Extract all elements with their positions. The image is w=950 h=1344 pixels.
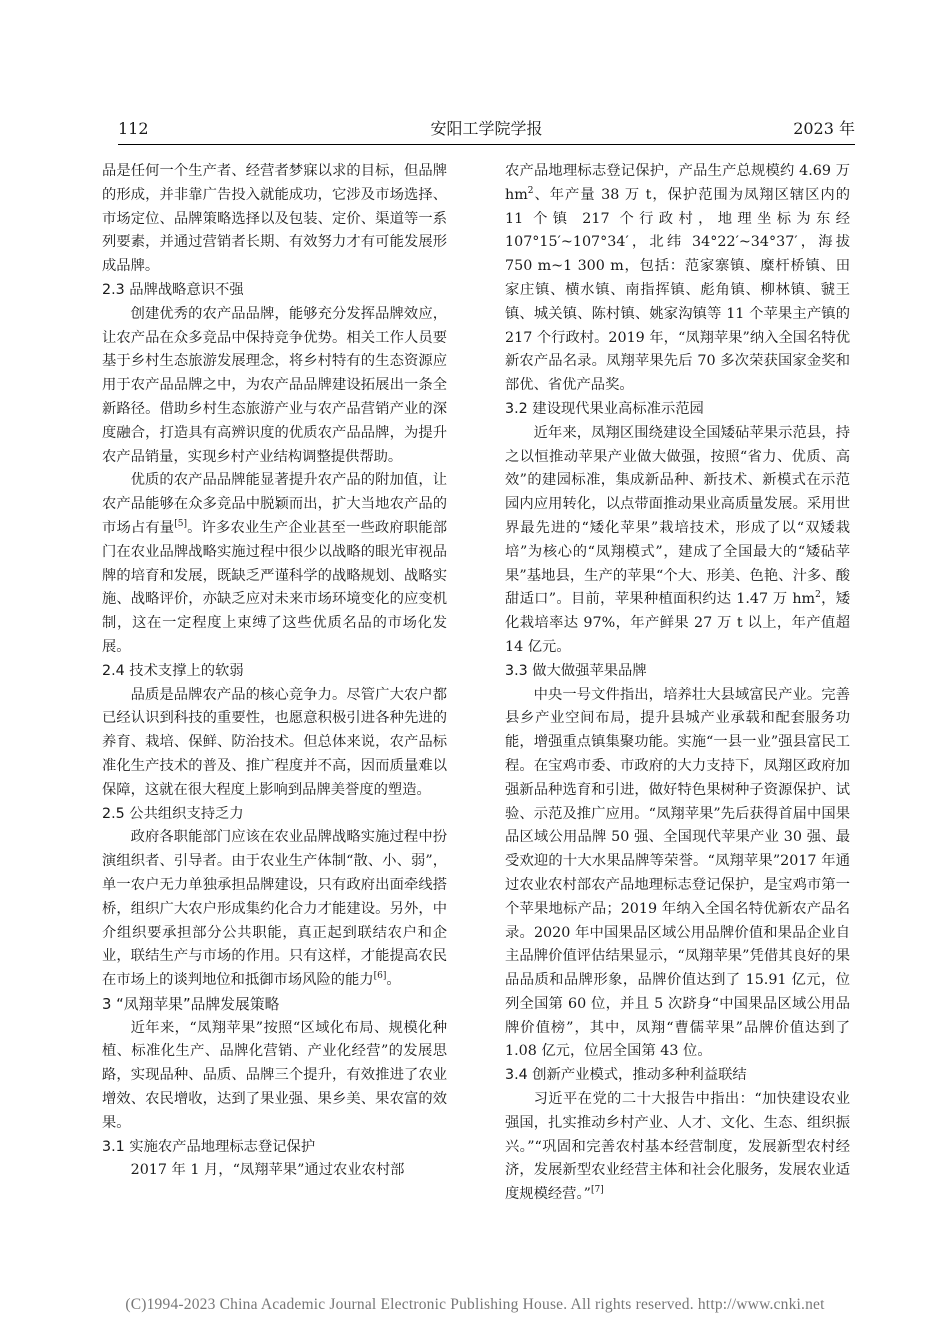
- paragraph: 2017 年 1 月，“凤翔苹果”通过农业农村部: [130, 1162, 405, 1179]
- header-rule: [118, 144, 855, 145]
- citation-ref[interactable]: [7]: [590, 1185, 604, 1196]
- section-heading-3-2: 3.2 建设现代果业高标准示范园: [505, 400, 704, 417]
- text-span: 习近平在党的二十大报告中指出：“加快建设农业强国，扎实推动乡村产业、人才、文化、生态、组织振兴。”“巩固和完善农村基本经营制度，发展新型农村经济，发展新型农业经营主体和社会化服务，发展农业适度规模经营。”: [505, 1091, 850, 1203]
- paragraph: [102, 469, 447, 659]
- text-span: ，矮化栽培率达 97%，年产鲜果 27 万 t 以上，年产值超 14 亿元。: [505, 591, 851, 655]
- journal-title: 安阳工学院学报: [430, 119, 543, 138]
- citation-ref[interactable]: [5]: [174, 519, 187, 530]
- text-span: 。: [386, 972, 401, 989]
- text-span: 、年产量 38 万 t，保护范围为凤翔区辖区内的 11 个镇 217 个行政村，地理坐标为东经 107°15′~107°34′，北纬 34°22′~34°37′，海拔 750 m~1 300 m，包括：范家寨镇、糜杆桥镇、田家庄镇、横水镇、南指挥镇、彪角镇、柳林镇、虢王镇、城关镇、陈村镇、姚家沟镇等 11 个苹果主产镇的 217 个行政村。2019 年，“凤翔苹果”纳入全国名特优新农产品名录。凤翔苹果先后 70 多次荣获国家金奖和部优、省优产品奖。: [505, 186, 850, 394]
- paragraph: 创建优秀的农产品品牌，能够充分发挥品牌效应，让农产品在众多竞品中保持竞争优势。相关工作人员要基于乡村生态旅游发展理念，将乡村特有的生态资源应用于农产品品牌之中，为农产品品牌建设拓展出一条全新路径。借助乡村生态旅游产业与农产品营销产业的深度融合，打造具有高辨识度的优质农产品品牌，为提升农产品销量，实现乡村产业结构调整提供帮助。: [102, 305, 447, 465]
- paragraph: [505, 160, 850, 398]
- paragraph: 中央一号文件指出，培养壮大县域富民产业。完善县乡产业空间布局，提升县城产业承载和配套服务功能，增强重点镇集聚功能。实施“一县一业”强县富民工程。在宝鸡市委、市政府的大力支持下，凤翔区政府加强新品种选育和引进，做好特色果树种子资源保护、试验、示范及推广应用。“凤翔苹果”先后获得首届中国果品区域公用品牌 50 强、全国现代苹果产业 30 强、最受欢迎的十大水果品牌等荣誉。“凤翔苹果”2017 年通过农业农村部农产品地理标志登记保护，是宝鸡市第一个苹果地标产品；2019 年纳入全国名特优新农产品名录。2020 年中国果品区域公用品牌价值和果品企业自主品牌价值评估结果显示，“凤翔苹果”凭借其良好的果品品质和品牌形象，品牌价值达到了 15.91 亿元，位列全国第 60 位，并且 5 次跻身“中国果品区域公用品牌价值榜”，其中，凤翔“曹儒苹果”品牌价值达到了 1.08 亿元，位居全国第 43 位。: [505, 686, 850, 1060]
- superscript: 2: [527, 186, 534, 197]
- running-header: [118, 118, 855, 144]
- superscript: 2: [815, 590, 821, 601]
- section-heading-2-5: 2.5 公共组织支持乏力: [102, 805, 244, 822]
- text-span: 农产品地理标志登记保护，产品生产总规模约 4.69 万 hm: [505, 163, 850, 203]
- text-span: 优质的农产品品牌能显著提升农产品的附加值，让农产品能够在众多竞品中脱颖而出，扩大当地农产品的市场占有量: [102, 472, 447, 536]
- copyright-footer: (C)1994-2023 China Academic Journal Electronic Publishing House. All rights reserved. http://www.cnki.net: [125, 1296, 825, 1313]
- right-column: [505, 160, 850, 1207]
- section-heading-3-3: 3.3 做大做强苹果品牌: [505, 662, 647, 679]
- section-heading-3-4: 3.4 创新产业模式，推动多种利益联结: [505, 1067, 747, 1084]
- paragraph: 近年来，“凤翔苹果”按照“区域化布局、规模化种植、标准化生产、品牌化营销、产业化经营”的发展思路，实现品种、品质、品牌三个提升，有效推进了农业增效、农民增收，达到了果业强、果乡美、果农富的效果。: [102, 1019, 447, 1131]
- citation-ref[interactable]: [6]: [373, 971, 387, 982]
- publication-year: 2023 年: [793, 119, 855, 138]
- section-heading-2-3: 2.3 品牌战略意识不强: [102, 281, 244, 298]
- paragraph: 品质是品牌农产品的核心竞争力。尽管广大农户都已经认识到科技的重要性，也愿意积极引进各种先进的养育、栽培、保鲜、防治技术。但总体来说，农产品标准化生产技术的普及、推广程度并不高，因而质量难以保障，这就在很大程度上影响到品牌美誉度的塑造。: [102, 686, 447, 798]
- paragraph: 品是任何一个生产者、经营者梦寐以求的目标，但品牌的形成，并非靠广告投入就能成功，它涉及市场选择、市场定位、品牌策略选择以及包装、定价、渠道等一系列要素，并通过营销者长期、有效努力才有可能发展形成品牌。: [102, 163, 447, 275]
- left-column: [102, 160, 447, 1183]
- text-span: 近年来，凤翔区围绕建设全国矮砧苹果示范县，持之以恒推动苹果产业做大做强，按照“省力、优质、高效”的建园标准，集成新品种、新技术、新模式在示范园内应用转化，以点带面推动果业高质量发展。采用世界最先进的“矮化苹果”栽培技术，形成了以“双矮栽培”为核心的“凤翔模式”，建成了全国最大的“矮砧苹果”基地县，生产的苹果“个大、形美、色艳、汁多、酸甜适口”。目前，苹果种植面积约达 1.47 万 hm: [505, 424, 850, 608]
- paragraph: [102, 826, 447, 993]
- page-number: 112: [118, 119, 149, 138]
- section-heading-2-4: 2.4 技术支撑上的软弱: [102, 662, 244, 679]
- text-span: 。许多农业生产企业甚至一些政府职能部门在农业品牌战略实施过程中很少以战略的眼光审视品牌的培育和发展，既缺乏严谨科学的战略规划、战略实施、战略评价，亦缺乏应对未来市场环境变化的应变机制，这在一定程度上束缚了这些优质名品的市场化发展。: [102, 519, 448, 655]
- section-heading-3: 3 “凤翔苹果”品牌发展策略: [102, 995, 280, 1013]
- paragraph: [505, 1088, 850, 1207]
- paragraph: [505, 422, 850, 660]
- text-span: 政府各职能部门应该在农业品牌战略实施过程中扮演组织者、引导者。由于农业生产体制“散、小、弱”，单一农户无力单独承担品牌建设，只有政府出面牵线搭桥，组织广大农户形成集约化合力才能建设。另外，中介组织要承担部分公共职能，真正起到联结农户和企业，联结生产与市场的作用。只有这样，才能提高农民在市场上的谈判地位和抵御市场风险的能力: [102, 829, 447, 989]
- section-heading-3-1: 3.1 实施农产品地理标志登记保护: [102, 1138, 316, 1155]
